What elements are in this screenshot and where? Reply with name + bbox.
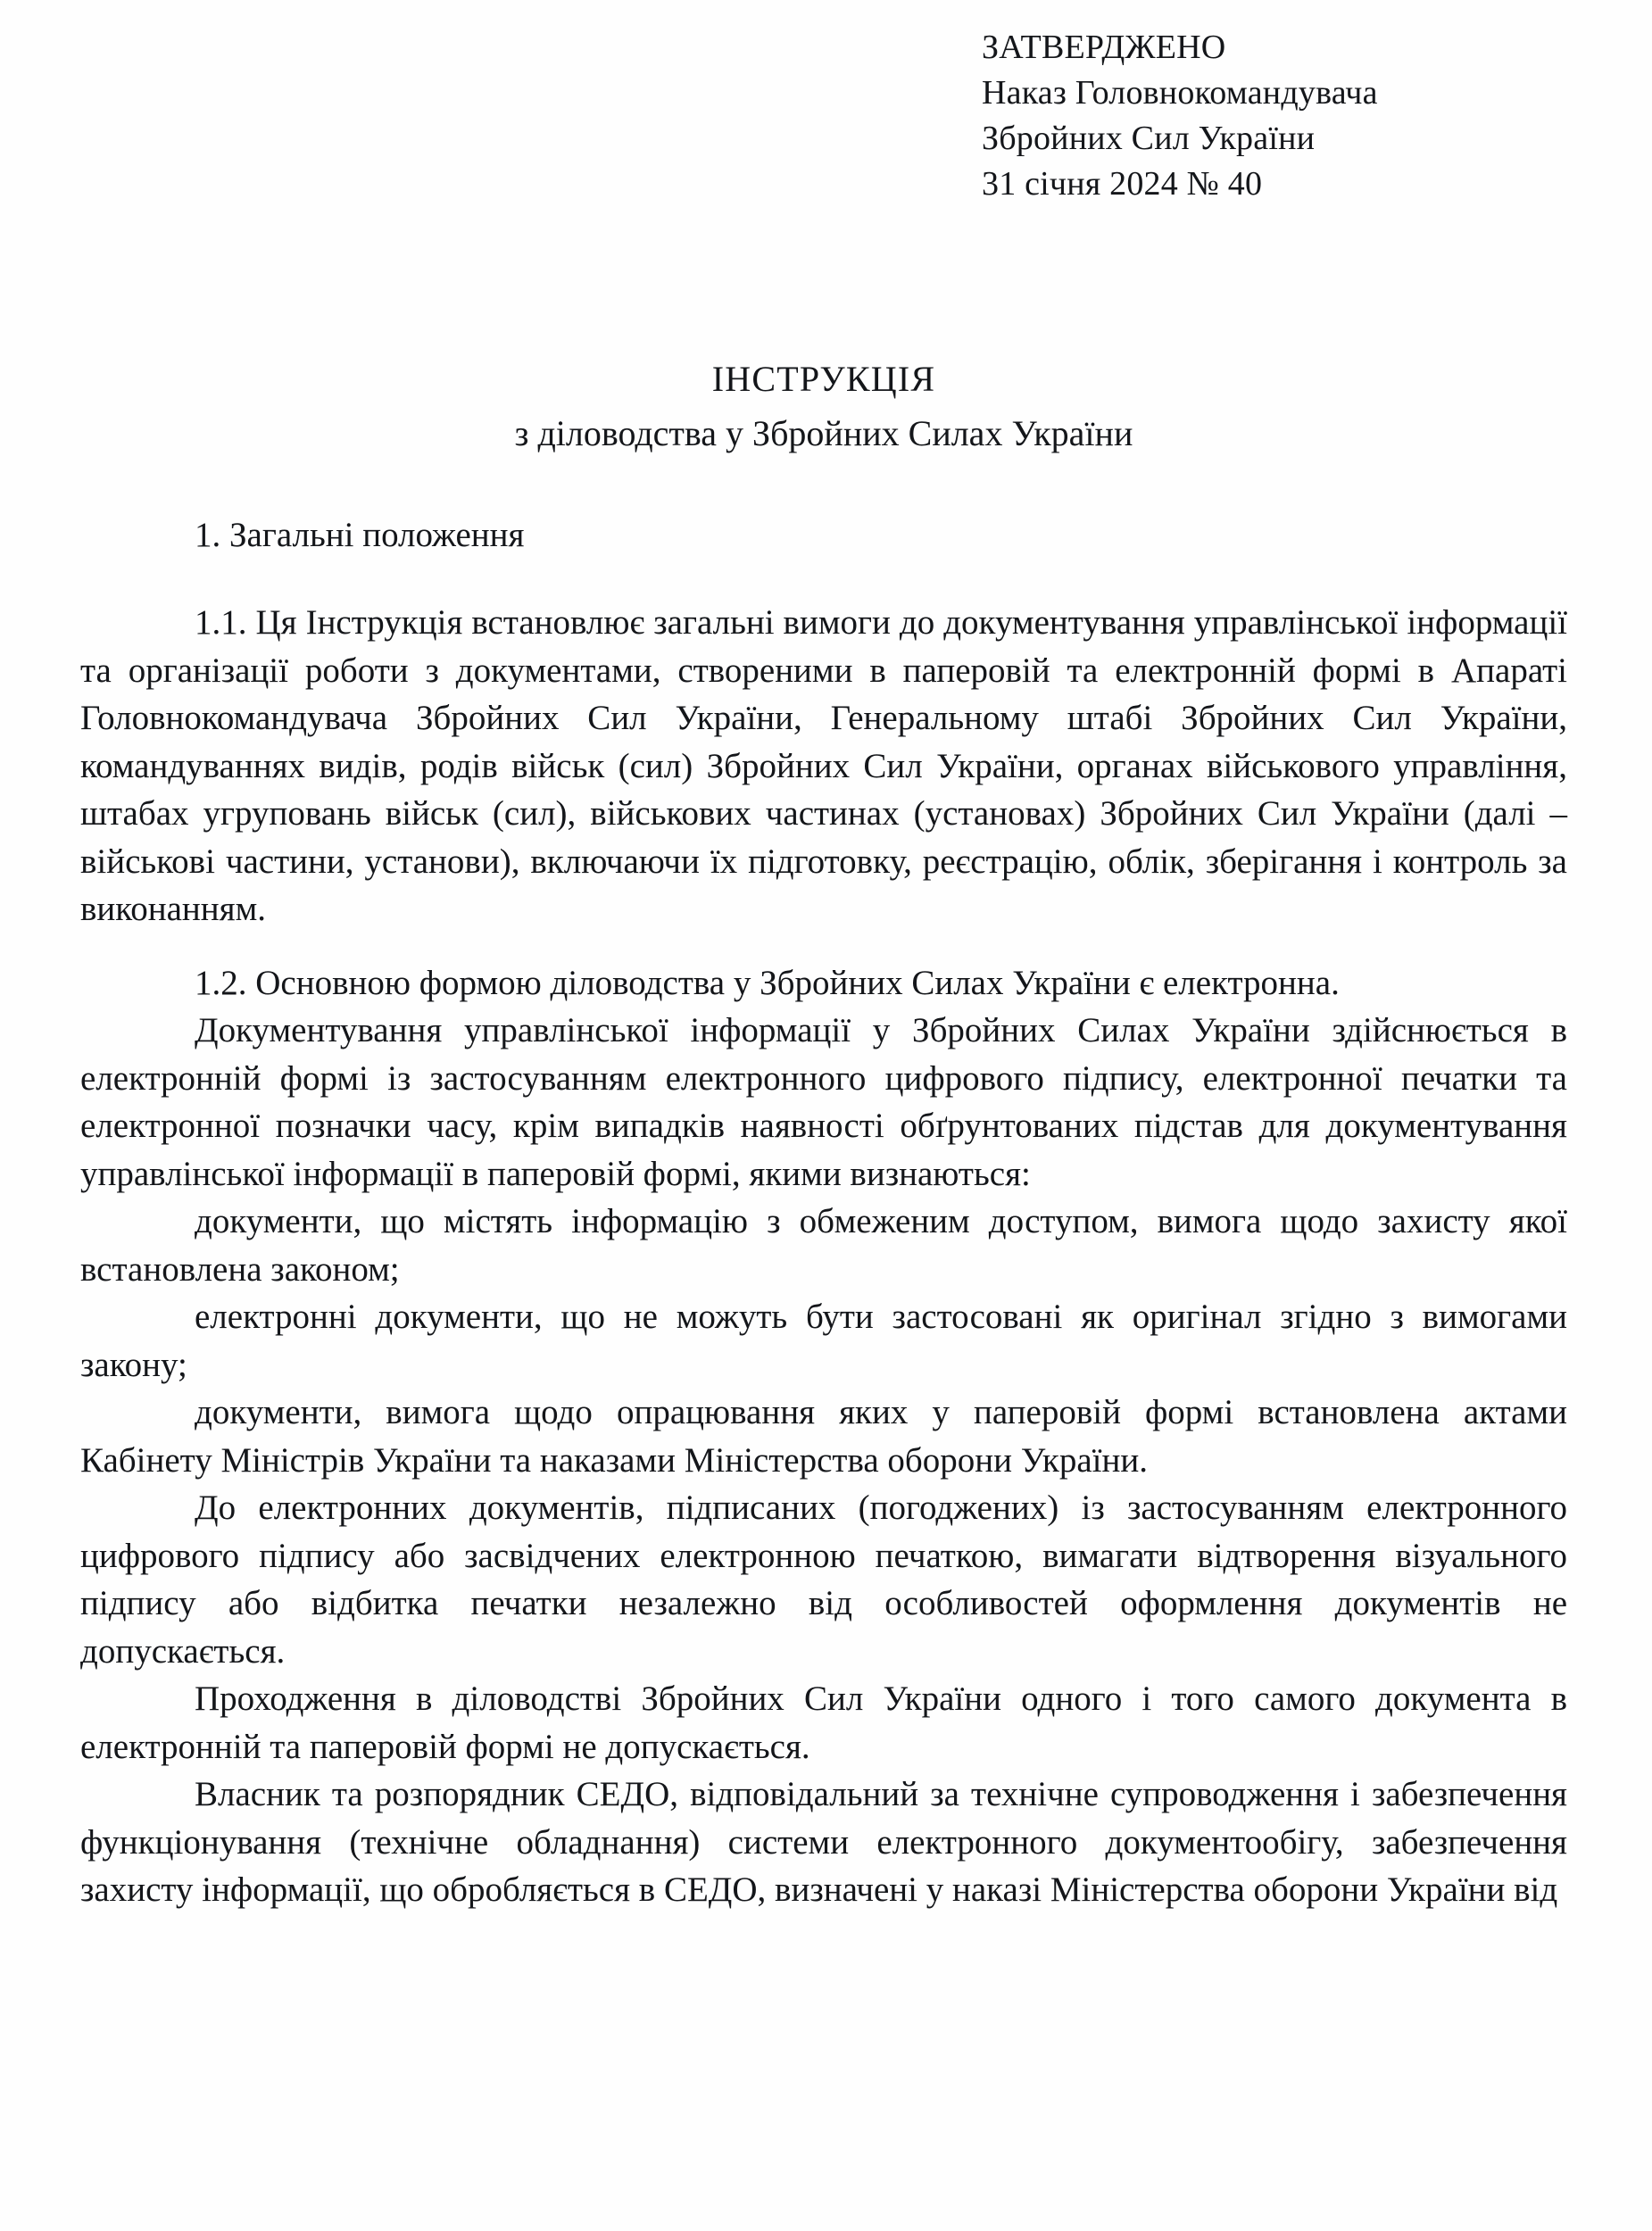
paragraph-no-duplicate-forms: Проходження в діловодстві Збройних Сил України одного і того самого документа в електронній та паперовій формі не допускається. [80,1679,1567,1766]
document-title: ІНСТРУКЦІЯ [711,359,936,399]
paragraph-1-1: 1.1. Ця Інструкція встановлює загальні вимоги до документування управлінської інформації та організації роботи з документами, створеними в паперовій та електронній формі в Апараті Головнокомандувача Збройних Сил України, Генеральному штабі Збройних Сил України, командуваннях видів, родів військ (сил) Збройних Сил України, органах військового управління, штабах угруповань військ (сил), військових частинах (установах) Збройних Сил України (далі – військові частини, установи), включаючи їх підготовку, реєстрацію, облік, зберігання і контроль за виконанням. [80,603,1567,928]
approval-line-authority: Збройних Сил України [982,120,1316,157]
section-heading-1: 1. Загальні положення [195,516,525,554]
document-subtitle: з діловодства у Збройних Силах України [514,413,1133,453]
paragraph-sedo-owner-administrator: Власник та розпорядник СЕДО, відповідальний за технічне супроводження і забезпечення функціонування (технічне обладнання) системи електронного документообігу, забезпечення захисту інформації, що обробляється в СЕДО, визначені у наказі Міністерства оборони України від [80,1775,1567,1909]
approval-line-order: Наказ Головнокомандувача [982,74,1378,112]
paragraph-visual-signature-not-required: До електронних документів, підписаних (погоджених) із застосуванням електронного цифрового підпису або засвідчених електронною печаткою, вимагати відтворення візуального підпису або відбитка печатки незалежно від особливостей оформлення документів не допускається. [80,1489,1567,1671]
list-item-restricted-access-documents: документи, що містять інформацію з обмеженим доступом, вимога щодо захисту якої встановлена законом; [80,1202,1567,1289]
list-item-electronic-not-original: електронні документи, що не можуть бути застосовані як оригінал згідно з вимогами закону; [80,1298,1567,1384]
approval-line-date-number: 31 січня 2024 № 40 [982,165,1263,203]
approval-block [982,25,1606,207]
document-title-block [80,357,1567,457]
paragraph-1-2: 1.2. Основною формою діловодства у Збройних Силах України є електронна. [195,963,1340,1002]
paragraph-documenting-electronic-form: Документування управлінської інформації у Збройних Силах України здійснюється в електронній формі із застосуванням електронного цифрового підпису, електронної печатки та електронної позначки часу, крім випадків наявності обґрунтованих підстав для документування управлінської інформації в паперовій формі, якими визнаються: [80,1011,1567,1193]
approval-line-heading: ЗАТВЕРДЖЕНО [982,29,1226,66]
list-item-paper-form-required: документи, вимога щодо опрацювання яких у паперовій формі встановлена актами Кабінету Міністрів України та наказами Міністерства оборони України. [80,1393,1567,1480]
document-body [80,513,1567,1914]
